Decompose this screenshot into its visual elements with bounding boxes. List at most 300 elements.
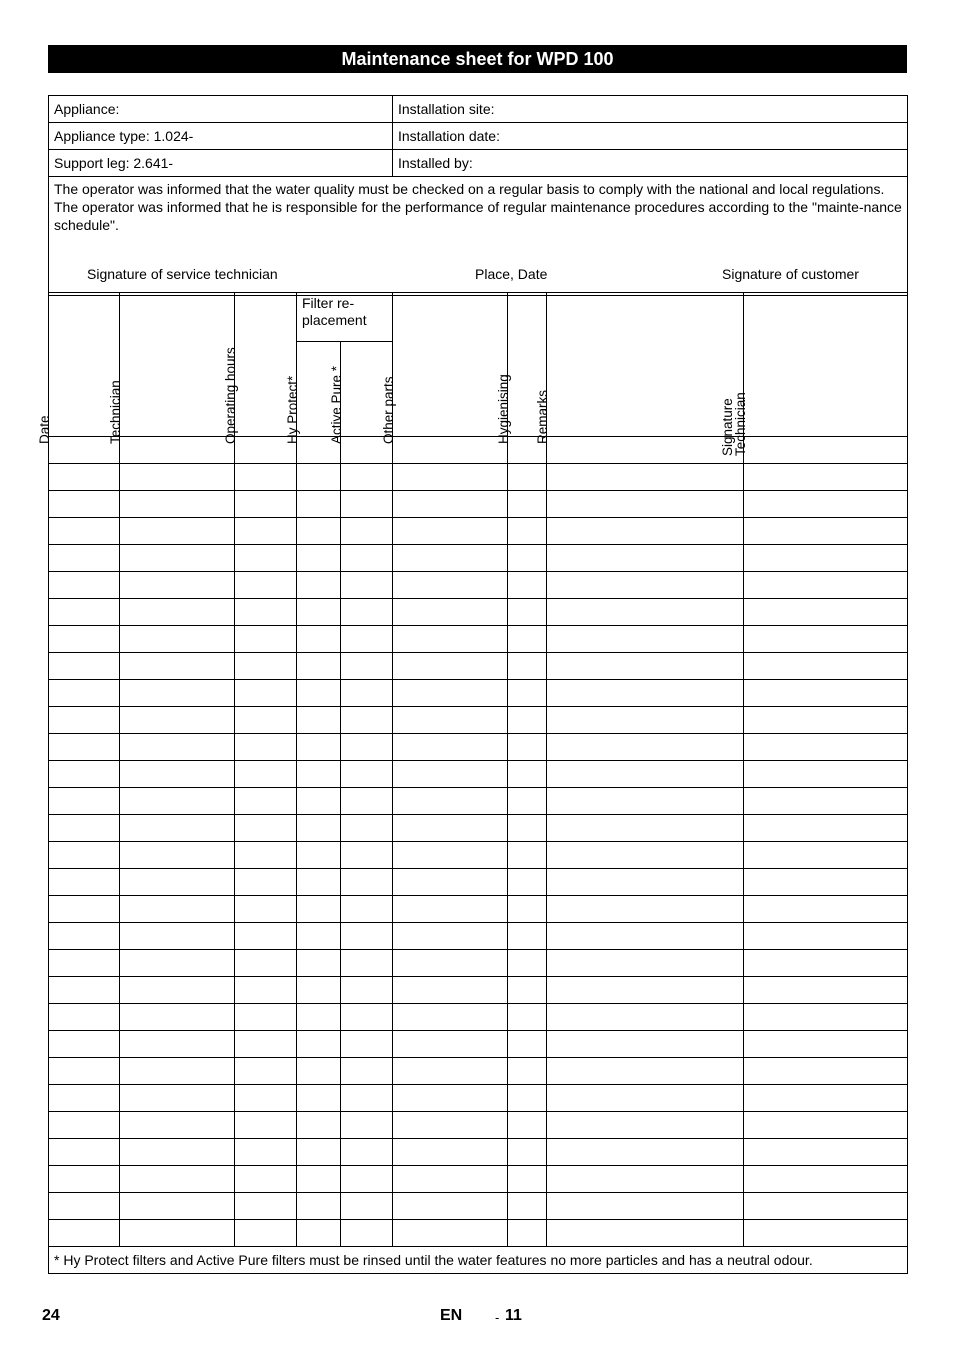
entry-cell[interactable] (120, 626, 235, 653)
entry-cell[interactable] (341, 1193, 393, 1220)
entry-cell[interactable] (547, 653, 744, 680)
entry-cell[interactable] (341, 1058, 393, 1085)
entry-cell[interactable] (393, 896, 508, 923)
entry-cell[interactable] (744, 923, 908, 950)
entry-cell[interactable] (341, 491, 393, 518)
installed-by-field[interactable]: Installed by: (393, 150, 908, 177)
entry-cell[interactable] (49, 788, 120, 815)
entry-cell[interactable] (235, 1085, 297, 1112)
entry-cell[interactable] (744, 977, 908, 1004)
entry-cell[interactable] (297, 1220, 341, 1247)
entry-cell[interactable] (120, 545, 235, 572)
entry-cell[interactable] (49, 1220, 120, 1247)
entry-cell[interactable] (393, 545, 508, 572)
entry-cell[interactable] (744, 680, 908, 707)
entry-cell[interactable] (341, 545, 393, 572)
entry-cell[interactable] (547, 572, 744, 599)
entry-cell[interactable] (341, 842, 393, 869)
entry-cell[interactable] (547, 437, 744, 464)
entry-cell[interactable] (297, 761, 341, 788)
entry-cell[interactable] (235, 491, 297, 518)
support-leg-field[interactable]: Support leg: 2.641- (49, 150, 393, 177)
entry-cell[interactable] (393, 923, 508, 950)
col-header-technician: Technician (120, 293, 235, 437)
entry-cell[interactable] (744, 1166, 908, 1193)
entry-cell[interactable] (547, 1031, 744, 1058)
entry-cell[interactable] (120, 815, 235, 842)
entry-cell[interactable] (744, 1220, 908, 1247)
entry-cell[interactable] (341, 788, 393, 815)
entry-cell[interactable] (744, 1139, 908, 1166)
entry-cell[interactable] (235, 1031, 297, 1058)
entry-cell[interactable] (49, 869, 120, 896)
entry-cell[interactable] (508, 788, 547, 815)
entry-cell[interactable] (744, 842, 908, 869)
entry-cell[interactable] (547, 842, 744, 869)
maintenance-log-table (37, 292, 908, 1274)
appliance-type-field[interactable]: Appliance type: 1.024- (49, 123, 393, 150)
entry-cell[interactable] (235, 1166, 297, 1193)
entry-cell[interactable] (49, 626, 120, 653)
appliance-field[interactable]: Appliance: (49, 96, 393, 123)
entry-cell[interactable] (341, 653, 393, 680)
table-row (49, 680, 908, 707)
entry-cell[interactable] (744, 707, 908, 734)
entry-cell[interactable] (547, 896, 744, 923)
entry-cell[interactable] (120, 491, 235, 518)
entry-cell[interactable] (120, 977, 235, 1004)
entry-cell[interactable] (547, 1166, 744, 1193)
entry-cell[interactable] (393, 761, 508, 788)
entry-cell[interactable] (393, 1166, 508, 1193)
entry-cell[interactable] (393, 1031, 508, 1058)
entry-cell[interactable] (297, 1193, 341, 1220)
entry-cell[interactable] (49, 1058, 120, 1085)
entry-cell[interactable] (341, 977, 393, 1004)
entry-cell[interactable] (297, 1085, 341, 1112)
entry-cell[interactable] (297, 869, 341, 896)
entry-cell[interactable] (235, 572, 297, 599)
page-number: 24 (42, 1307, 60, 1324)
entry-cell[interactable] (297, 653, 341, 680)
entry-cell[interactable] (547, 599, 744, 626)
entry-cell[interactable] (341, 869, 393, 896)
entry-cell[interactable] (547, 869, 744, 896)
entry-cell[interactable] (547, 545, 744, 572)
entry-cell[interactable] (393, 788, 508, 815)
entry-cell[interactable] (508, 545, 547, 572)
entry-cell[interactable] (341, 950, 393, 977)
entry-cell[interactable] (49, 464, 120, 491)
entry-cell[interactable] (235, 626, 297, 653)
table-row (49, 977, 908, 1004)
entry-cell[interactable] (508, 1058, 547, 1085)
entry-cell[interactable] (297, 1004, 341, 1031)
entry-cell[interactable] (341, 1139, 393, 1166)
entry-cell[interactable] (508, 896, 547, 923)
entry-cell[interactable] (508, 626, 547, 653)
statement-line-2: The operator was informed that he is responsible for the performance of regular maintenance procedures according to the "mainte-nance schedule". (54, 199, 902, 233)
entry-cell[interactable] (744, 815, 908, 842)
entry-cell[interactable] (744, 545, 908, 572)
table-row (49, 734, 908, 761)
table-row (49, 437, 908, 464)
entry-cell[interactable] (235, 599, 297, 626)
entry-cell[interactable] (120, 707, 235, 734)
entry-cell[interactable] (393, 464, 508, 491)
entry-cell[interactable] (297, 815, 341, 842)
entry-cell[interactable] (235, 1193, 297, 1220)
entry-cell[interactable] (49, 1166, 120, 1193)
entry-cell[interactable] (744, 896, 908, 923)
entry-cell[interactable] (341, 1004, 393, 1031)
entry-cell[interactable] (235, 1004, 297, 1031)
entry-cell[interactable] (120, 1166, 235, 1193)
entry-cell[interactable] (508, 599, 547, 626)
entry-cell[interactable] (393, 1193, 508, 1220)
entry-cell[interactable] (297, 1031, 341, 1058)
table-row (49, 572, 908, 599)
col-header-signature-technician: Signature Technician (744, 293, 908, 437)
entry-cell[interactable] (235, 1058, 297, 1085)
entry-cell[interactable] (120, 599, 235, 626)
entry-cell[interactable] (297, 950, 341, 977)
entry-cell[interactable] (341, 761, 393, 788)
entry-cell[interactable] (547, 923, 744, 950)
entry-cell[interactable] (120, 680, 235, 707)
entry-cell[interactable] (393, 707, 508, 734)
table-row (49, 1085, 908, 1112)
entry-cell[interactable] (235, 761, 297, 788)
entry-cell[interactable] (547, 626, 744, 653)
entry-cell[interactable] (393, 1058, 508, 1085)
entry-cell[interactable] (547, 815, 744, 842)
entry-cell[interactable] (235, 869, 297, 896)
entry-cell[interactable] (508, 950, 547, 977)
signature-row (49, 266, 907, 284)
col-header-filter-replacement: Filter re-placement (297, 293, 393, 342)
entry-cell[interactable] (744, 1031, 908, 1058)
entry-cell[interactable] (49, 977, 120, 1004)
entry-cell[interactable] (297, 518, 341, 545)
entry-cell[interactable] (341, 1166, 393, 1193)
entry-cell[interactable] (235, 1112, 297, 1139)
entry-cell[interactable] (120, 518, 235, 545)
entry-cell[interactable] (49, 680, 120, 707)
entry-cell[interactable] (393, 1004, 508, 1031)
entry-cell[interactable] (547, 518, 744, 545)
table-row (49, 896, 908, 923)
entry-cell[interactable] (235, 1139, 297, 1166)
entry-cell[interactable] (508, 1220, 547, 1247)
entry-cell[interactable] (744, 437, 908, 464)
entry-cell[interactable] (297, 896, 341, 923)
entry-cell[interactable] (49, 1031, 120, 1058)
installation-date-field[interactable]: Installation date: (393, 123, 908, 150)
entry-cell[interactable] (744, 1058, 908, 1085)
entry-cell[interactable] (547, 977, 744, 1004)
entry-cell[interactable] (297, 545, 341, 572)
entry-cell[interactable] (547, 761, 744, 788)
entry-cell[interactable] (297, 923, 341, 950)
installation-site-field[interactable]: Installation site: (393, 96, 908, 123)
entry-cell[interactable] (744, 788, 908, 815)
entry-cell[interactable] (508, 464, 547, 491)
entry-cell[interactable] (508, 734, 547, 761)
statement-line-1: The operator was informed that the water quality must be checked on a regular basis to comply with the national and local regulations. (54, 181, 885, 197)
entry-cell[interactable] (120, 464, 235, 491)
entry-cell[interactable] (49, 1004, 120, 1031)
entry-cell[interactable] (744, 761, 908, 788)
entry-cell[interactable] (120, 1220, 235, 1247)
entry-cell[interactable] (297, 572, 341, 599)
entry-cell[interactable] (744, 869, 908, 896)
entry-cell[interactable] (297, 977, 341, 1004)
entry-cell[interactable] (508, 977, 547, 1004)
entry-cell[interactable] (297, 1058, 341, 1085)
entry-cell[interactable] (508, 518, 547, 545)
entry-cell[interactable] (508, 680, 547, 707)
entry-cell[interactable] (341, 1112, 393, 1139)
entry-cell[interactable] (120, 1139, 235, 1166)
entry-cell[interactable] (120, 437, 235, 464)
entry-cell[interactable] (297, 680, 341, 707)
table-row (49, 599, 908, 626)
entry-cell[interactable] (235, 896, 297, 923)
entry-cell[interactable] (297, 734, 341, 761)
col-header-operating-hours: Operating hours (235, 293, 297, 437)
entry-cell[interactable] (235, 734, 297, 761)
entry-cell[interactable] (235, 653, 297, 680)
entry-cell[interactable] (49, 842, 120, 869)
entry-cell[interactable] (508, 1139, 547, 1166)
entry-cell[interactable] (393, 437, 508, 464)
entry-cell[interactable] (508, 761, 547, 788)
entry-cell[interactable] (341, 707, 393, 734)
entry-cell[interactable] (235, 923, 297, 950)
entry-cell[interactable] (297, 1166, 341, 1193)
entry-cell[interactable] (393, 680, 508, 707)
entry-cell[interactable] (341, 680, 393, 707)
entry-cell[interactable] (393, 842, 508, 869)
entry-cell[interactable] (297, 491, 341, 518)
entry-cell[interactable] (235, 977, 297, 1004)
entry-cell[interactable] (235, 815, 297, 842)
entry-cell[interactable] (235, 518, 297, 545)
entry-cell[interactable] (508, 1193, 547, 1220)
entry-cell[interactable] (508, 572, 547, 599)
table-row (49, 842, 908, 869)
entry-cell[interactable] (120, 869, 235, 896)
table-row (49, 626, 908, 653)
entry-cell[interactable] (49, 572, 120, 599)
entry-cell[interactable] (508, 1085, 547, 1112)
entry-cell[interactable] (120, 923, 235, 950)
entry-cell[interactable] (508, 842, 547, 869)
entry-cell[interactable] (508, 491, 547, 518)
table-row (49, 707, 908, 734)
entry-cell[interactable] (744, 1193, 908, 1220)
entry-cell[interactable] (49, 1085, 120, 1112)
operator-statement (49, 177, 908, 296)
entry-cell[interactable] (341, 815, 393, 842)
entry-cell[interactable] (235, 1220, 297, 1247)
entry-cell[interactable] (547, 788, 744, 815)
entry-cell[interactable] (49, 923, 120, 950)
entry-cell[interactable] (120, 761, 235, 788)
entry-cell[interactable] (547, 680, 744, 707)
entry-cell[interactable] (49, 896, 120, 923)
entry-cell[interactable] (341, 923, 393, 950)
entry-cell[interactable] (235, 707, 297, 734)
entry-cell[interactable] (49, 734, 120, 761)
entry-cell[interactable] (508, 653, 547, 680)
table-row (49, 1058, 908, 1085)
entry-cell[interactable] (120, 1004, 235, 1031)
entry-cell[interactable] (744, 950, 908, 977)
entry-cell[interactable] (235, 680, 297, 707)
section-page-number: 11 (505, 1307, 522, 1324)
entry-cell[interactable] (49, 1112, 120, 1139)
entry-cell[interactable] (393, 1139, 508, 1166)
entry-cell[interactable] (744, 599, 908, 626)
entry-cell[interactable] (393, 977, 508, 1004)
entry-cell[interactable] (393, 599, 508, 626)
entry-cell[interactable] (49, 761, 120, 788)
entry-cell[interactable] (120, 842, 235, 869)
entry-cell[interactable] (297, 842, 341, 869)
entry-cell[interactable] (341, 572, 393, 599)
entry-cell[interactable] (508, 815, 547, 842)
entry-cell[interactable] (547, 491, 744, 518)
entry-cell[interactable] (547, 1139, 744, 1166)
entry-cell[interactable] (508, 707, 547, 734)
entry-cell[interactable] (297, 1139, 341, 1166)
entry-cell[interactable] (393, 491, 508, 518)
entry-cell[interactable] (297, 626, 341, 653)
entry-cell[interactable] (49, 1139, 120, 1166)
entry-cell[interactable] (49, 599, 120, 626)
table-row (49, 518, 908, 545)
entry-cell[interactable] (547, 1220, 744, 1247)
entry-cell[interactable] (744, 491, 908, 518)
entry-cell[interactable] (49, 518, 120, 545)
entry-cell[interactable] (744, 734, 908, 761)
entry-cell[interactable] (120, 1085, 235, 1112)
table-row (49, 464, 908, 491)
entry-cell[interactable] (341, 1220, 393, 1247)
entry-cell[interactable] (393, 518, 508, 545)
entry-cell[interactable] (393, 1112, 508, 1139)
entry-cell[interactable] (393, 1085, 508, 1112)
entry-cell[interactable] (120, 950, 235, 977)
entry-cell[interactable] (547, 1193, 744, 1220)
entry-cell[interactable] (744, 653, 908, 680)
entry-cell[interactable] (49, 491, 120, 518)
entry-cell[interactable] (120, 1058, 235, 1085)
entry-cell[interactable] (393, 572, 508, 599)
entry-cell[interactable] (744, 464, 908, 491)
entry-cell[interactable] (393, 1220, 508, 1247)
entry-cell[interactable] (547, 1085, 744, 1112)
entry-cell[interactable] (120, 1031, 235, 1058)
entry-cell[interactable] (547, 734, 744, 761)
entry-cell[interactable] (49, 1193, 120, 1220)
entry-cell[interactable] (235, 545, 297, 572)
table-row (49, 1004, 908, 1031)
entry-cell[interactable] (49, 653, 120, 680)
entry-cell[interactable] (508, 1031, 547, 1058)
entry-cell[interactable] (49, 815, 120, 842)
entry-cell[interactable] (547, 1112, 744, 1139)
entry-cell[interactable] (744, 572, 908, 599)
entry-cell[interactable] (120, 1112, 235, 1139)
entry-cell[interactable] (744, 626, 908, 653)
entry-cell[interactable] (49, 707, 120, 734)
entry-cell[interactable] (49, 545, 120, 572)
entry-cell[interactable] (341, 464, 393, 491)
entry-cell[interactable] (341, 626, 393, 653)
entry-cell[interactable] (297, 788, 341, 815)
entry-cell[interactable] (547, 1004, 744, 1031)
entry-cell[interactable] (744, 1085, 908, 1112)
entry-cell[interactable] (297, 599, 341, 626)
entry-cell[interactable] (744, 518, 908, 545)
entry-cell[interactable] (393, 950, 508, 977)
entry-cell[interactable] (393, 869, 508, 896)
entry-cell[interactable] (49, 950, 120, 977)
entry-cell[interactable] (341, 1031, 393, 1058)
entry-cell[interactable] (120, 1193, 235, 1220)
entry-cell[interactable] (508, 923, 547, 950)
entry-cell[interactable] (508, 1004, 547, 1031)
entry-cell[interactable] (393, 734, 508, 761)
entry-cell[interactable] (547, 950, 744, 977)
entry-cell[interactable] (297, 1112, 341, 1139)
entry-cell[interactable] (393, 626, 508, 653)
entry-cell[interactable] (547, 1058, 744, 1085)
entry-cell[interactable] (393, 653, 508, 680)
entry-cell[interactable] (341, 599, 393, 626)
entry-cell[interactable] (235, 950, 297, 977)
page-title: Maintenance sheet for WPD 100 (48, 45, 907, 73)
entry-cell[interactable] (120, 734, 235, 761)
entry-cell[interactable] (120, 896, 235, 923)
entry-cell[interactable] (120, 572, 235, 599)
entry-cell[interactable] (235, 788, 297, 815)
entry-cell[interactable] (547, 707, 744, 734)
entry-cell[interactable] (297, 707, 341, 734)
table-row (49, 653, 908, 680)
entry-cell[interactable] (547, 464, 744, 491)
entry-cell[interactable] (508, 1112, 547, 1139)
entry-cell[interactable] (393, 815, 508, 842)
entry-cell[interactable] (341, 734, 393, 761)
entry-cell[interactable] (297, 464, 341, 491)
entry-cell[interactable] (235, 464, 297, 491)
entry-cell[interactable] (120, 653, 235, 680)
entry-cell[interactable] (235, 842, 297, 869)
entry-cell[interactable] (341, 518, 393, 545)
entry-cell[interactable] (341, 1085, 393, 1112)
entry-cell[interactable] (744, 1112, 908, 1139)
entry-cell[interactable] (341, 896, 393, 923)
footnote: * Hy Protect filters and Active Pure filters must be rinsed until the water features no more particles and has a neutral odour. (49, 1247, 908, 1274)
entry-cell[interactable] (744, 1004, 908, 1031)
entry-cell[interactable] (120, 788, 235, 815)
entry-cell[interactable] (508, 869, 547, 896)
entry-cell[interactable] (508, 1166, 547, 1193)
